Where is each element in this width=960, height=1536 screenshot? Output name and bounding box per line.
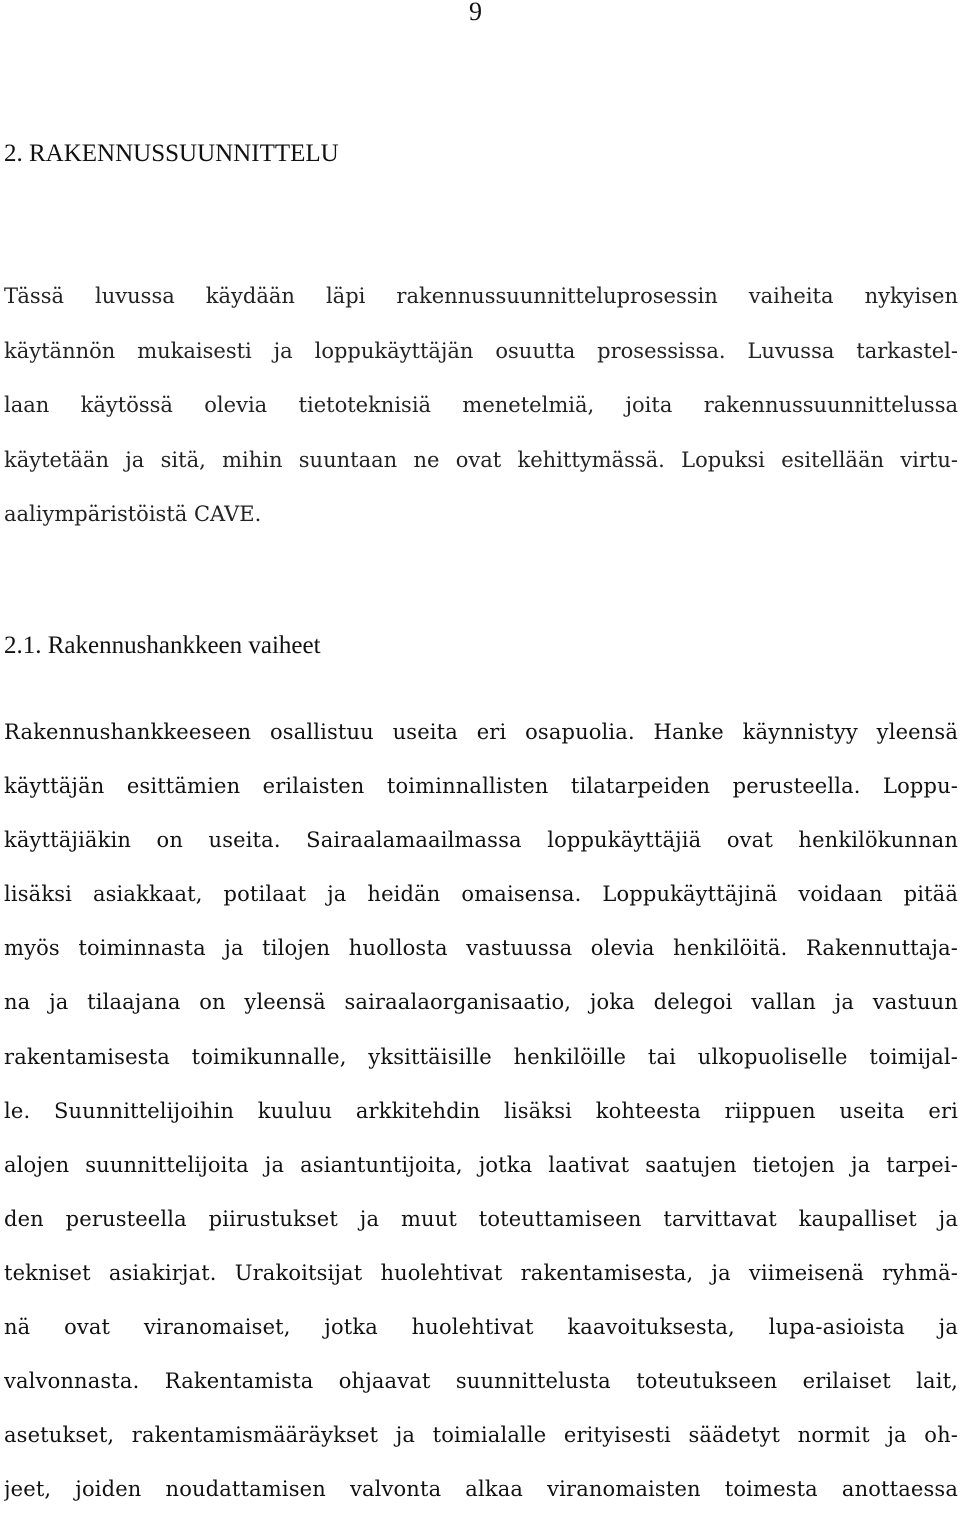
section-line: valvonnasta. Rakentamista ohjaavat suunnittelusta toteutukseen erilaiset lait, [4, 1369, 958, 1394]
page-number: 9 [469, 0, 482, 26]
chapter-heading: 2. RAKENNUSSUUNNITTELU [4, 140, 339, 167]
section-line: käyttäjiäkin on useita. Sairaalamaailmassa loppukäyttäjiä ovat henkilökunnan [4, 828, 958, 853]
section-line: asetukset, rakentamismääräykset ja toimialalle erityisesti säädetyt normit ja oh- [4, 1423, 958, 1448]
section-line: lisäksi asiakkaat, potilaat ja heidän omaisensa. Loppukäyttäjinä voidaan pitää [4, 882, 958, 907]
section-line: Rakennushankkeeseen osallistuu useita eri osapuolia. Hanke käynnistyy yleensä [4, 720, 958, 744]
intro-line: Tässä luvussa käydään läpi rakennussuunnitteluprosessin vaiheita nykyisen [4, 284, 958, 308]
section-line: jeet, joiden noudattamisen valvonta alkaa viranomaisten toimesta anottaessa [4, 1477, 958, 1502]
section-heading: 2.1. Rakennushankkeen vaiheet [4, 632, 321, 659]
section-line: alojen suunnittelijoita ja asiantuntijoita, jotka laativat saatujen tietojen ja tarpei- [4, 1152, 958, 1177]
intro-line: käytetään ja sitä, mihin suuntaan ne ovat kehittymässä. Lopuksi esitellään virtu- [4, 447, 958, 472]
section-line: na ja tilaajana on yleensä sairaalaorganisaatio, joka delegoi vallan ja vastuun [4, 990, 958, 1015]
section-line: käyttäjän esittämien erilaisten toiminnallisten tilatarpeiden perusteella. Loppu- [4, 774, 958, 799]
section-line: rakentamisesta toimikunnalle, yksittäisille henkilöille tai ulkopuoliselle toimijal- [4, 1044, 958, 1069]
section-line: den perusteella piirustukset ja muut toteuttamiseen tarvittavat kaupalliset ja [4, 1206, 958, 1231]
intro-line: käytännön mukaisesti ja loppukäyttäjän osuutta prosessissa. Luvussa tarkastel- [4, 338, 958, 363]
section-line: nä ovat viranomaiset, jotka huolehtivat kaavoituksesta, lupa-asioista ja [4, 1315, 958, 1340]
section-line: myös toiminnasta ja tilojen huollosta vastuussa olevia henkilöitä. Rakennuttaja- [4, 936, 958, 961]
intro-paragraph [4, 276, 958, 549]
section-paragraph [4, 712, 958, 1523]
intro-line: laan käytössä olevia tietoteknisiä menetelmiä, joita rakennussuunnittelussa [4, 393, 958, 417]
intro-line: aaliympäristöistä CAVE. [4, 502, 262, 526]
section-line: tekniset asiakirjat. Urakoitsijat huolehtivat rakentamisesta, ja viimeisenä ryhmä- [4, 1260, 958, 1285]
section-line: le. Suunnittelijoihin kuuluu arkkitehdin lisäksi kohteesta riippuen useita eri [4, 1098, 958, 1123]
